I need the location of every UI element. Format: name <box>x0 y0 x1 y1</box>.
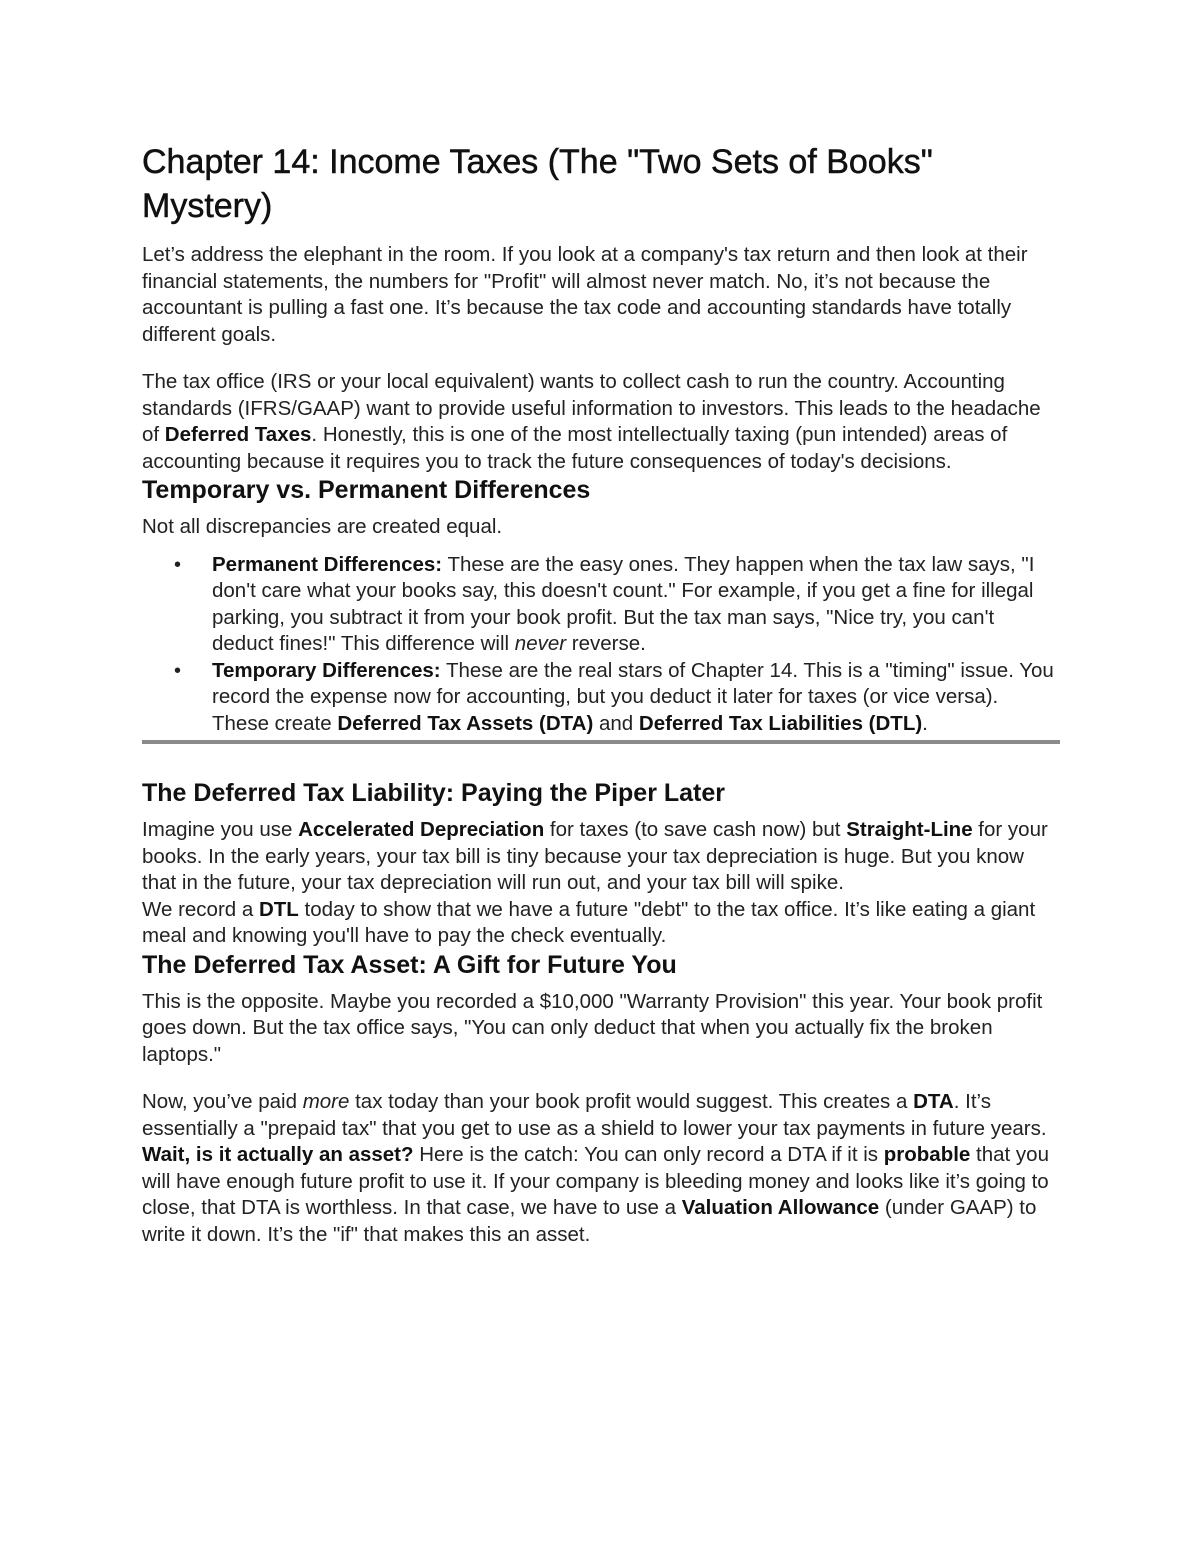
intro-paragraph-1: Let’s address the elephant in the room. If you look at a company's tax return and then look at their financial statements, the numbers for "Profit" will almost never match. No, it’s not because the accountant is pulling a fast one. It’s because the tax code and accounting standards have totally different goals. <box>142 243 1028 346</box>
dta-paragraph-3: Wait, is it actually an asset? Here is the catch: You can only record a DTA if it is probable that you will have enough future profit to use it. If your company is bleeding money and looks like it’s going to close, that DTA is worthless. In that case, we have to use a Valuation Allowance (under GAAP) to write it down. It’s the "if" that makes this an asset. <box>142 1143 1049 1246</box>
temporary-label: Temporary Differences: <box>212 658 441 682</box>
heading-temporary-vs-permanent: Temporary vs. Permanent Differences <box>142 476 591 504</box>
dtl-paragraph-2: We record a DTL today to show that we have a future "debt" to the tax office. It’s like eating a giant meal and knowing you'll have to pay the check eventually. <box>142 897 1036 947</box>
permanent-label: Permanent Differences: <box>212 552 443 576</box>
document-page <box>142 140 1060 1248</box>
differences-lead: Not all discrepancies are created equal. <box>142 515 503 538</box>
list-item-permanent: • Permanent Differences: These are the easy ones. They happen when the tax law says, "I don't care what your books say, this doesn't count." For example, if you get a fine for illegal parking, you subtract it from your book profit. But the tax man says, "Nice try, you can't deduct fines!" This difference will never reverse. <box>174 552 1035 655</box>
chapter-title: Chapter 14: Income Taxes (The "Two Sets of Books" Mystery) <box>142 143 933 225</box>
heading-deferred-tax-asset: The Deferred Tax Asset: A Gift for Future You <box>142 950 677 979</box>
dta-paragraph-1: This is the opposite. Maybe you recorded a $10,000 "Warranty Provision" this year. Your book profit goes down. But the tax office says, "You can only deduct that when you actually fix the broken laptops." <box>142 989 1043 1066</box>
differences-list <box>142 552 1060 738</box>
bullet-icon: • <box>174 659 182 682</box>
dtl-paragraph-1: Imagine you use Accelerated Depreciation for taxes (to save cash now) but Straight-Line for your books. In the early years, your tax bill is tiny because your tax depreciation is huge. But you know that in the future, your tax depreciation will run out, and your tax bill will spike. <box>142 818 1048 894</box>
term-deferred-taxes: Deferred Taxes <box>164 423 312 446</box>
bullet-icon: • <box>174 553 182 576</box>
list-item-temporary: • Temporary Differences: These are the real stars of Chapter 14. This is a "timing" issue. You record the expense now for accounting, but you deduct it later for taxes (or vice versa). These create Deferred Tax Assets (DTA) and Deferred Tax Liabilities (DTL). <box>174 658 1054 735</box>
heading-deferred-tax-liability: The Deferred Tax Liability: Paying the Piper Later <box>142 779 726 807</box>
dta-paragraph-2: Now, you’ve paid more tax today than your book profit would suggest. This creates a DTA. It’s essentially a "prepaid tax" that you get to use as a shield to lower your tax payments in future years. <box>142 1090 1047 1140</box>
intro-paragraph-2: The tax office (IRS or your local equivalent) wants to collect cash to run the country. Accounting standards (IFRS/GAAP) want to provide useful information to investors. This leads to the headache of Deferred Taxes. Honestly, this is one of the most intellectually taxing (pun intended) areas of accounting because it requires you to track the future consequences of today's decisions. <box>142 370 1041 473</box>
